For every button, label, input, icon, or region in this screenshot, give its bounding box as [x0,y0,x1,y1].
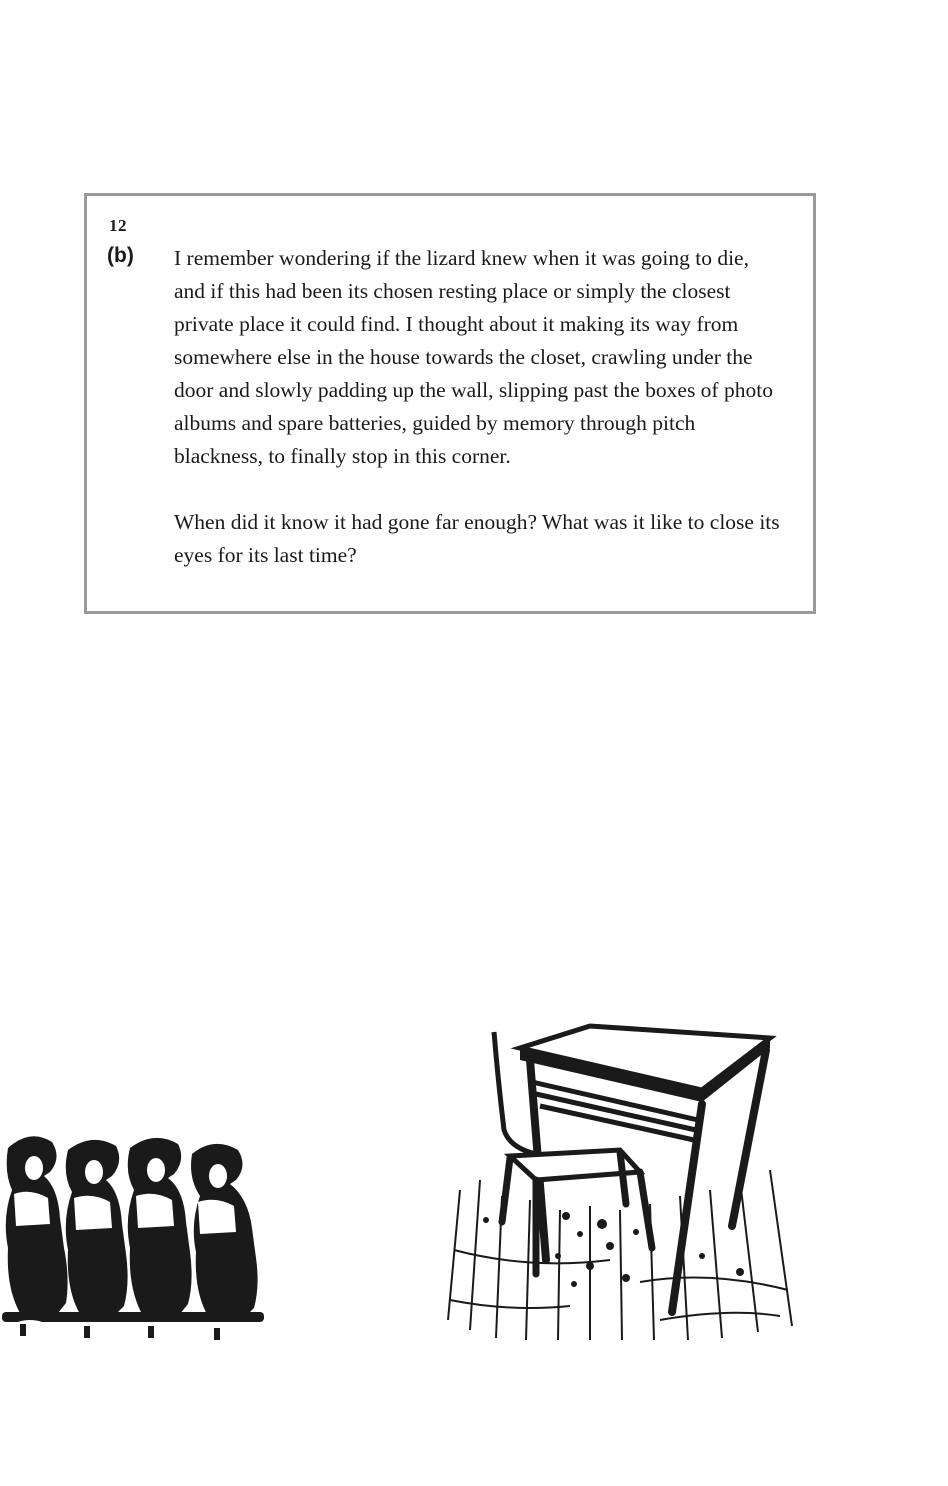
school-desk-chair-illustration [440,1020,810,1342]
excerpt-card [84,193,816,614]
schoolchildren-illustration [0,1128,268,1342]
excerpt-text [174,242,784,572]
section-label: (b) [107,244,134,267]
excerpt-paragraph-1: I remember wondering if the lizard knew when it was going to die, and if this had been its chosen resting place or simply the closest private place it could find. I thought about it making its way from somewhere else in the house towards the closet, crawling under the door and slowly padding up the wall, slipping past the boxes of photo albums and spare batteries, guided by memory through pitch blackness, to finally stop in this corner. [174,246,773,468]
desk-chair-drawing [440,1020,810,1342]
page-number: 12 [109,216,127,235]
excerpt-paragraph-2: When did it know it had gone far enough? What was it like to close its eyes for its last time? [174,510,780,567]
schoolchildren-drawing [0,1128,268,1342]
